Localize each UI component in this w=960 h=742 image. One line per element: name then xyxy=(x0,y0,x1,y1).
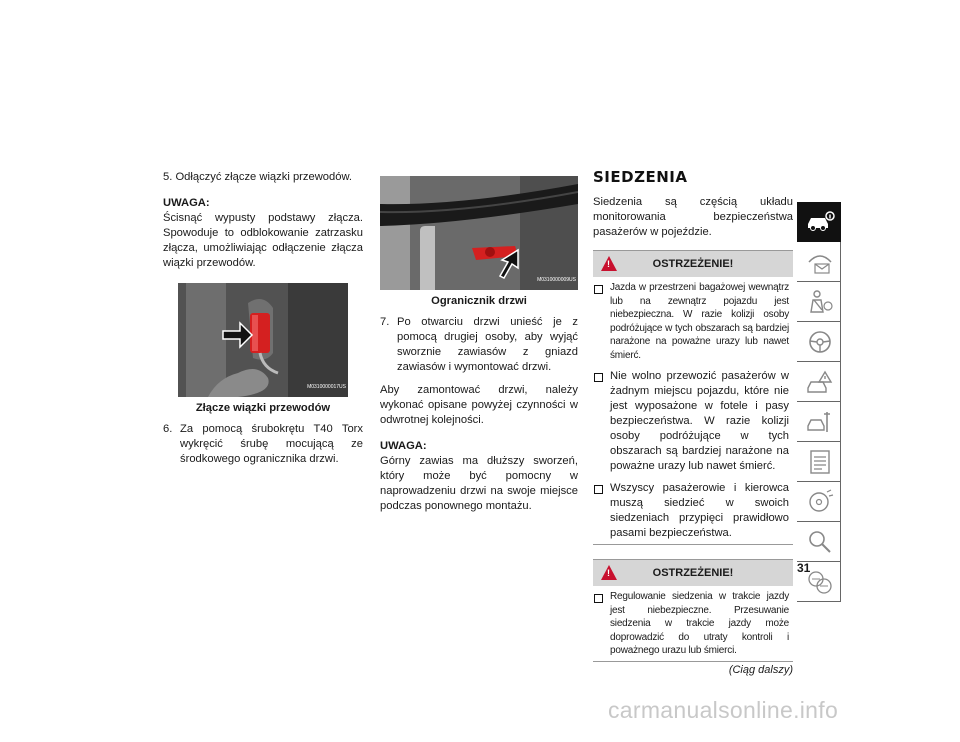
dashboard-message-icon xyxy=(805,248,835,276)
figure-caption: Ogranicznik drzwi xyxy=(431,295,527,307)
tab-language[interactable] xyxy=(797,562,841,602)
tab-multimedia[interactable] xyxy=(797,482,841,522)
warning-heading: OSTRZEŻENIE! xyxy=(652,567,734,579)
left-column xyxy=(163,170,363,467)
note-text: Ścisnąć wypusty podstawy złącza. Spowoduje to odblokowanie zatrzasku złącza, umożliwiając odłączenie złącza wiązki przewodów. xyxy=(163,212,363,269)
reinstall-paragraph: Aby zamontować drzwi, należy wykonać opisane powyżej czynności w odwrotnej kolejności. xyxy=(380,384,578,426)
step-7 xyxy=(380,315,578,375)
note-text: Górny zawias ma dłuższy sworzeń, który może być pomocny w naprowadzeniu drzwi na swoje miejsce podczas ponownego montażu. xyxy=(380,455,578,512)
tab-car-info[interactable] xyxy=(797,202,841,242)
figure-code: M0310000017US xyxy=(307,384,346,390)
right-column xyxy=(593,170,793,678)
figure-caption: Złącze wiązki przewodów xyxy=(195,402,331,414)
note-heading: UWAGA: xyxy=(380,440,427,452)
step-5: 5. Odłączyć złącze wiązki przewodów. xyxy=(163,171,353,183)
checkbox-bullet-icon xyxy=(594,594,603,603)
step-text: Za pomocą śrubokrętu T40 Torx wykręcić śrubę mocującą ze środkowego ogranicznika drzwi. xyxy=(180,423,363,465)
warning-box-1 xyxy=(593,250,793,545)
step-text: Po otwarciu drzwi unieść je z pomocą drugiej osoby, aby wyjąć sworznie zawiasów z gniazd zawiasów i wymontować drzwi. xyxy=(397,316,578,373)
search-index-icon xyxy=(805,528,835,556)
car-crash-icon xyxy=(805,368,835,396)
warning-triangle-icon: ! xyxy=(601,565,617,580)
tab-emergency[interactable] xyxy=(797,362,841,402)
middle-column xyxy=(380,176,578,514)
tab-specifications[interactable] xyxy=(797,442,841,482)
step-6 xyxy=(163,422,363,467)
service-tools-icon xyxy=(805,408,835,436)
language-icon xyxy=(805,568,835,596)
checkbox-bullet-icon xyxy=(594,485,603,494)
figure-code: M0310000009US xyxy=(537,277,576,283)
door-check-figure xyxy=(380,176,578,290)
warning-box-2 xyxy=(593,559,793,662)
step-number: 6. xyxy=(163,423,173,435)
watermark: carmanualsonline.info xyxy=(608,697,839,723)
car-info-icon xyxy=(805,208,835,232)
seat-belt-icon xyxy=(805,288,835,316)
specifications-list-icon xyxy=(805,448,835,476)
continued-label: (Ciąg dalszy) xyxy=(728,663,793,676)
warning-item: Jazda w przestrzeni bagażowej wewnątrz lub na zewnątrz pojazdu jest niebezpieczna. W razie kolizji osoby podróżujące w tych obszarach są bardziej narażone na poważne urazy lub nawet śmierć. xyxy=(593,277,793,365)
tab-dashboard-messages[interactable] xyxy=(797,242,841,282)
tab-driving[interactable] xyxy=(797,322,841,362)
checkbox-bullet-icon xyxy=(594,285,603,294)
warning-triangle-icon: ! xyxy=(601,256,617,271)
warning-header xyxy=(593,251,793,277)
note-heading: UWAGA: xyxy=(163,197,210,209)
tab-service[interactable] xyxy=(797,402,841,442)
steering-wheel-icon xyxy=(805,328,835,356)
step-number: 7. xyxy=(380,316,390,328)
warning-heading: OSTRZEŻENIE! xyxy=(652,258,734,270)
tab-index[interactable] xyxy=(797,522,841,562)
chapter-tabs xyxy=(797,202,841,602)
tab-safety[interactable] xyxy=(797,282,841,322)
warning-item: Nie wolno przewozić pasażerów w żadnym miejscu pojazdu, które nie jest wyposażone w fotele i pasy bezpieczeństwa. W razie kolizji osoby podróżujące w tych obszarach są bardziej narażone na poważne urazy lub nawet śmierć. xyxy=(593,365,793,477)
section-title: SIEDZENIA xyxy=(593,168,688,186)
checkbox-bullet-icon xyxy=(594,373,603,382)
section-intro: Siedzenia są częścią układu monitorowania bezpieczeństwa pasażerów w pojeździe. xyxy=(593,196,793,238)
harness-connector-figure xyxy=(178,283,348,397)
warning-item: Wszyscy pasażerowie i kierowca muszą siedzieć w swoich siedzeniach przypięci prawidłowo pasami bezpieczeństwa. xyxy=(593,477,793,544)
warning-item: Regulowanie siedzenia w trakcie jazdy jest niebezpieczne. Przesuwanie siedzenia w trakcie jazdy może doprowadzić do utraty kontroli i poważnego urazu lub śmierci. xyxy=(593,586,793,661)
warning-header xyxy=(593,560,793,586)
multimedia-disc-icon xyxy=(805,488,835,516)
page-number: 31 xyxy=(797,561,811,575)
